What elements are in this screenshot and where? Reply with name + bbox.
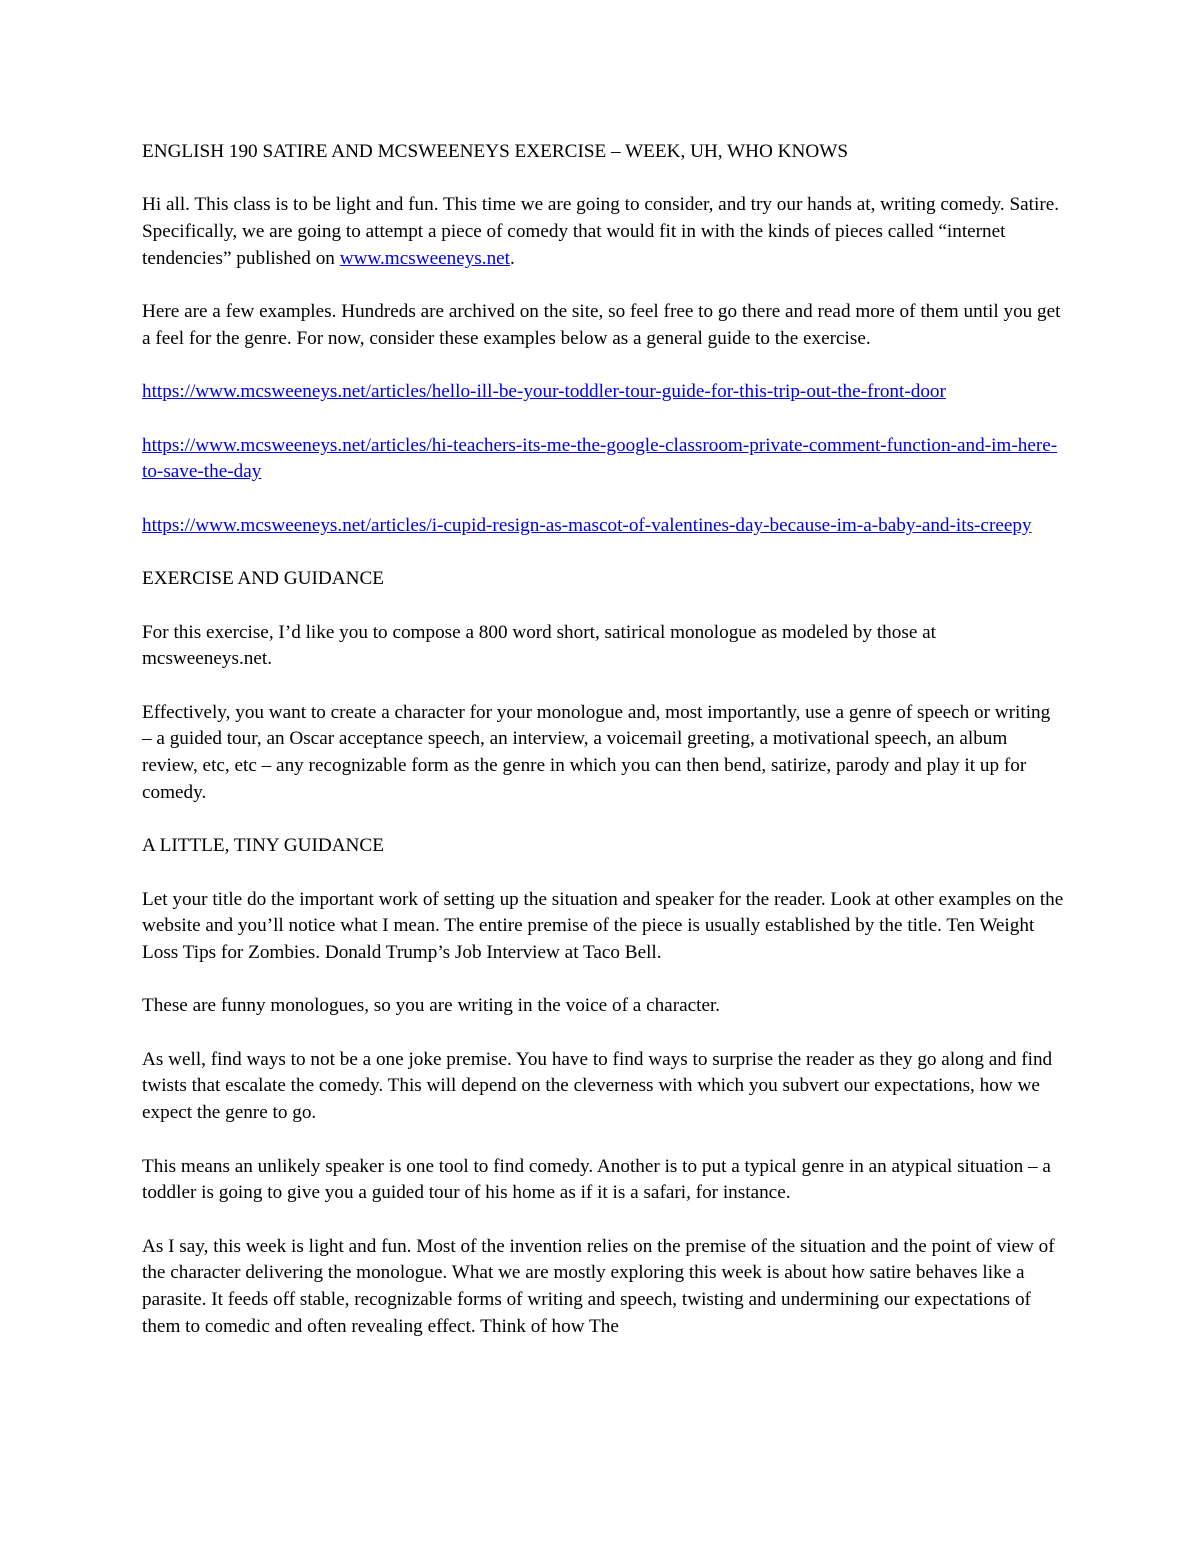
- exercise-heading: EXERCISE AND GUIDANCE: [142, 568, 384, 590]
- exercise-paragraph-2: Effectively, you want to create a character for your monologue and, most importantly, use a genre of speech or writing – a guided tour, an Oscar acceptance speech, an interview, a voicemail greeting, a motivational speech, an album review, etc, etc – any recognizable form as the genre in which you can then bend, satirize, parody and play it up for comedy.: [142, 701, 1051, 803]
- example-link-paragraph-1: [142, 379, 1064, 406]
- guidance-heading: A LITTLE, TINY GUIDANCE: [142, 835, 384, 857]
- example-link-paragraph-2: [142, 433, 1064, 486]
- document-page: [142, 139, 1064, 1367]
- example-link-paragraph-3: [142, 513, 1064, 540]
- guidance-paragraph-2: These are funny monologues, so you are writing in the voice of a character.: [142, 995, 721, 1017]
- guidance-paragraph-5: As I say, this week is light and fun. Most of the invention relies on the premise of the situation and the point of view of the character delivering the monologue. What we are mostly exploring this week is about how satire behaves like a parasite. It feeds off stable, recognizable forms of writing and speech, twisting and undermining our expectations of them to comedic and often revealing effect. Think of how The: [142, 1235, 1055, 1337]
- exercise-paragraph-1: For this exercise, I’d like you to compose a 800 word short, satirical monologue as modeled by those at mcsweeneys.net.: [142, 621, 936, 670]
- guidance-paragraph-4: This means an unlikely speaker is one tool to find comedy. Another is to put a typical genre in an atypical situation – a toddler is going to give you a guided tour of his home as if it is a safari, for instance.: [142, 1155, 1051, 1204]
- intro-paragraph: [142, 192, 1064, 272]
- example-link-cupid-resign[interactable]: https://www.mcsweeneys.net/articles/i-cupid-resign-as-mascot-of-valentines-day-because-im-a-baby-and-its-creepy: [142, 514, 1032, 536]
- example-link-google-classroom[interactable]: https://www.mcsweeneys.net/articles/hi-teachers-its-me-the-google-classroom-private-comment-function-and-im-here-to-save-the-day: [142, 434, 1058, 483]
- document-title: ENGLISH 190 SATIRE AND MCSWEENEYS EXERCISE – WEEK, UH, WHO KNOWS: [142, 141, 849, 162]
- examples-intro-paragraph: Here are a few examples. Hundreds are archived on the site, so feel free to go there and read more of them until you get a feel for the genre. For now, consider these examples below as a general guide to the exercise.: [142, 301, 1061, 349]
- example-link-toddler-tour[interactable]: https://www.mcsweeneys.net/articles/hello-ill-be-your-toddler-tour-guide-for-this-trip-out-the-front-door: [142, 381, 946, 403]
- mcsweeneys-home-link[interactable]: www.mcsweeneys.net: [339, 247, 511, 269]
- intro-period: .: [510, 247, 515, 269]
- guidance-paragraph-1: Let your title do the important work of setting up the situation and speaker for the reader. Look at other examples on the website and you’ll notice what I mean. The entire premise of the piece is usually established by the title. Ten Weight Loss Tips for Zombies. Donald Trump’s Job Interview at Taco Bell.: [142, 888, 1064, 963]
- guidance-paragraph-3: As well, find ways to not be a one joke premise. You have to find ways to surprise the reader as they go along and find twists that escalate the comedy. This will depend on the cleverness with which you subvert our expectations, how we expect the genre to go.: [142, 1048, 1053, 1124]
- intro-text: Hi all. This class is to be light and fun. This time we are going to consider, and try our hands at, writing comedy. Satire. Specifically, we are going to attempt a piece of comedy that would fit in with the kinds of pieces called “internet tendencies” published on: [142, 194, 1060, 269]
